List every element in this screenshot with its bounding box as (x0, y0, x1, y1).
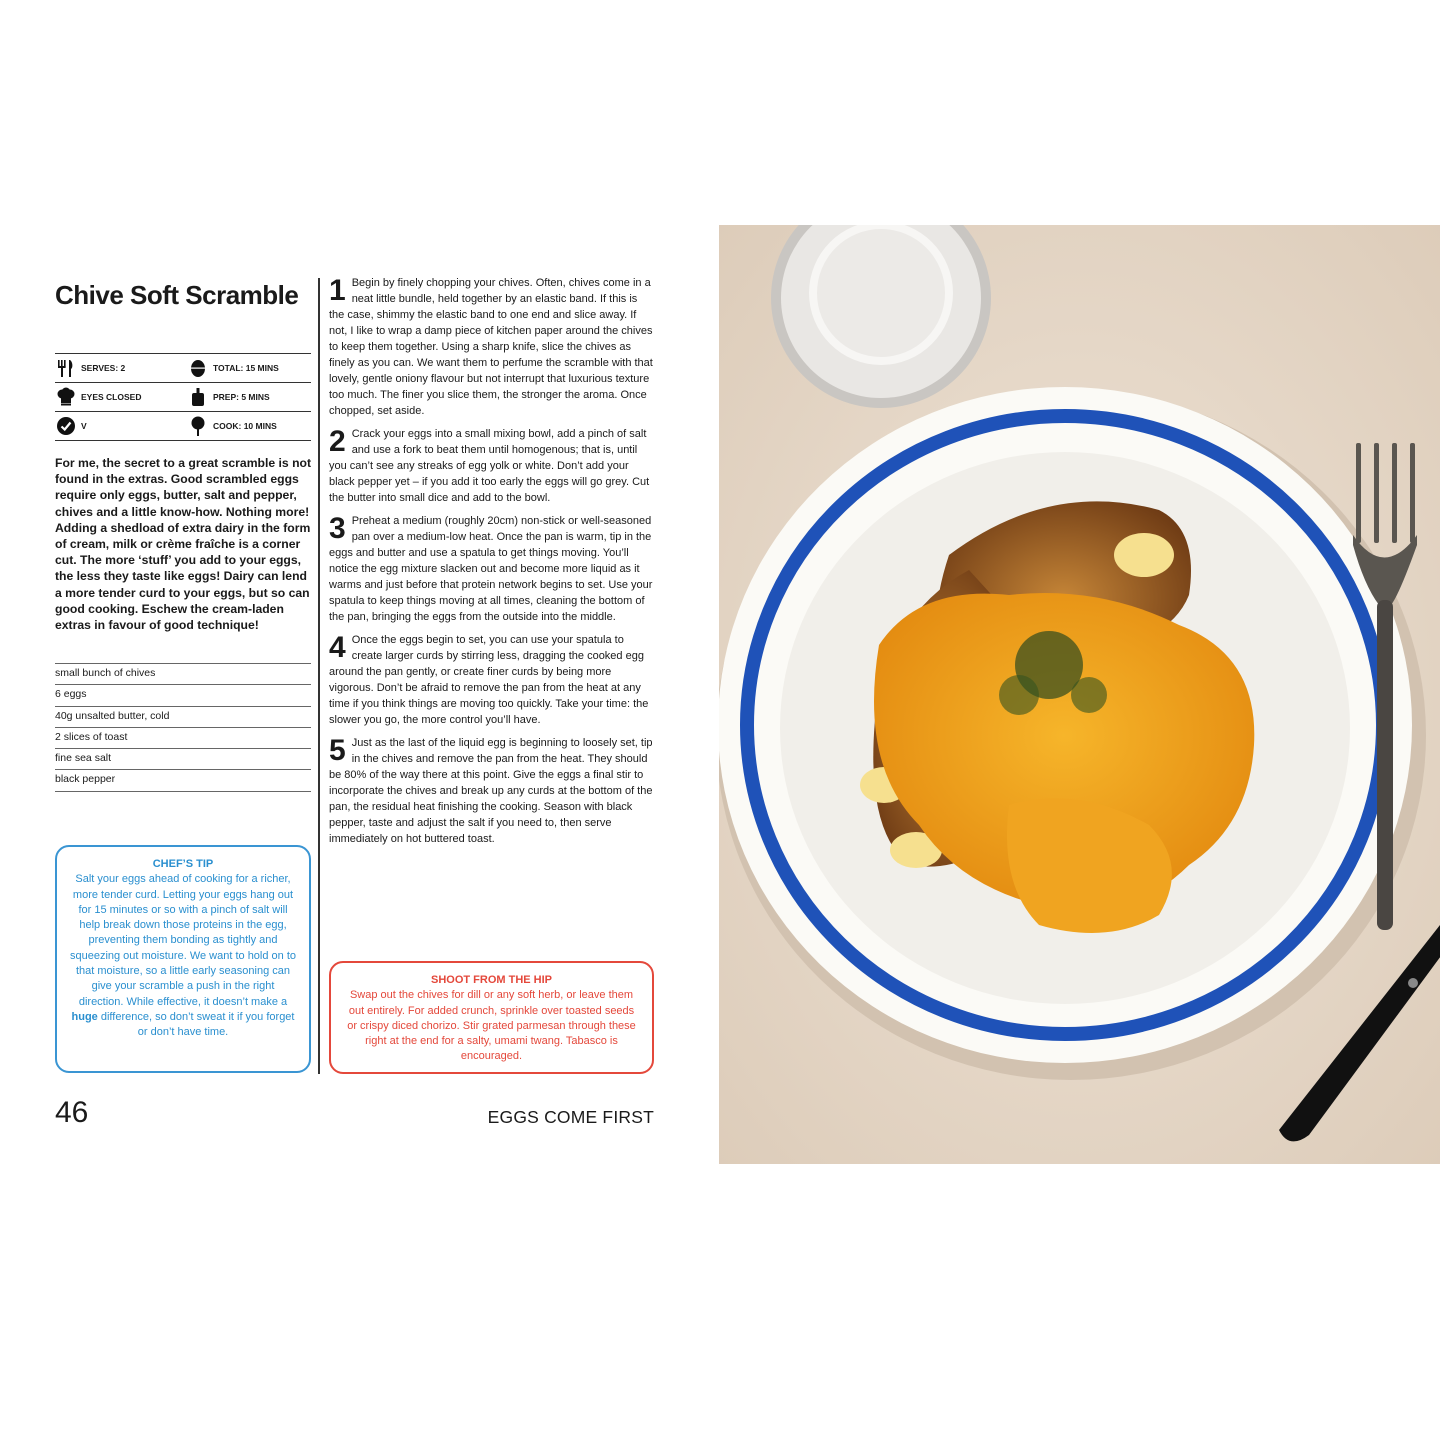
ingredient-item: small bunch of chives (55, 663, 311, 684)
meta-diet (55, 412, 179, 440)
chapter-title: EGGS COME FIRST (487, 1107, 654, 1127)
meta-row (55, 353, 311, 382)
egg-timer-icon (187, 357, 209, 379)
ingredient-item: black pepper (55, 769, 311, 791)
shoot-from-the-hip-box (329, 961, 654, 1074)
step-text: Just as the last of the liquid egg is beginning to loosely set, tip in the chives and remove the pan from the heat. They should be 80% of the way there at this point. Give the eggs a final stir to incorporate the chives and break up any curds at the bottom of the pan, the residual heat finishing the cooking. Season with black pepper, taste and adjust the salt if you need to, then serve immediately on hot buttered toast. (329, 737, 653, 845)
step-number: 1 (329, 274, 346, 307)
chefs-tip-box (55, 845, 311, 1073)
method-step (329, 632, 654, 728)
page-number: 46 (55, 1096, 89, 1129)
meta-label: EYES CLOSED (81, 392, 142, 402)
meta-label: TOTAL: 15 MINS (213, 363, 279, 373)
column-divider (318, 278, 320, 1074)
ingredient-item: fine sea salt (55, 748, 311, 769)
ingredient-list (55, 663, 311, 792)
chopping-board-icon (187, 386, 209, 408)
chef-hat-icon (55, 386, 77, 408)
meta-row (55, 382, 311, 411)
step-number: 4 (329, 631, 346, 664)
recipe-title: Chive Soft Scramble (55, 280, 299, 310)
ingredient-item: 40g unsalted butter, cold (55, 706, 311, 727)
method-step (329, 513, 654, 625)
shoot-tip-title: SHOOT FROM THE HIP (431, 974, 552, 986)
meta-label: PREP: 5 MINS (213, 392, 270, 402)
chefs-tip-text-end: difference, so don’t sweat it if you forget or don’t have time. (97, 1010, 295, 1039)
meta-total (187, 354, 311, 382)
shoot-tip-text: Swap out the chives for dill or any soft herb, or leave them out entirely. For added crunch, sprinkle over toasted seeds or crispy diced chorizo. Stir grated parmesan through these right at the end for a salty, umami twang. Tabasco is encouraged. (347, 989, 636, 1063)
left-page (0, 0, 719, 1440)
method-steps (329, 275, 654, 854)
step-number: 2 (329, 425, 346, 458)
step-text: Once the eggs begin to set, you can use your spatula to create larger curds by stirring less, dragging the cooked egg around the pan gently, or create finer curds by being more vigorous. Don’t be afraid to remove the pan from the heat at any time if you think things are moving too quickly. Take your time: the slower you go, the more control you’ll have. (329, 634, 649, 726)
step-number: 5 (329, 734, 346, 767)
check-circle-icon (55, 415, 77, 437)
meta-row (55, 411, 311, 441)
method-step (329, 426, 654, 506)
step-text: Begin by finely chopping your chives. Often, chives come in a neat little bundle, held together by an elastic band. If this is the case, shimmy the elastic band to one end and slice away. If not, I like to wrap a damp piece of kitchen paper around the chives to keep them together. Using a sharp knife, slice the chives as finely as you can. We want them to perfume the scramble with that lovely, gentle oniony flavour but not interrupt that luxurious texture too much. The finer you slice them, the stronger the aroma. Once chopped, set aside. (329, 277, 653, 417)
step-number: 3 (329, 512, 346, 545)
pan-icon (187, 415, 209, 437)
chefs-tip-title: CHEF’S TIP (152, 858, 214, 870)
step-text: Crack your eggs into a small mixing bowl, add a pinch of salt and use a fork to beat them until homogenous; that is, until you can’t see any streaks of egg yolk or white. Don’t add your black pepper yet – if you add it too early the eggs will go grey. Cut the butter into small dice and add to the bowl. (329, 428, 650, 504)
step-text: Preheat a medium (roughly 20cm) non-stick or well-seasoned pan over a medium-low heat. Once the pan is warm, tip in the eggs and butter and use a spatula to get things moving. You’ll notice the egg mixture slacken out and become more liquid as it warms and just before that protein network begins to set. Use your spatula to keep things moving at all times, cleaning the bottom of the pan, bringing the eggs from the outside into the middle. (329, 515, 653, 623)
cutlery-icon (55, 357, 77, 379)
meta-label: V (81, 421, 87, 431)
method-step (329, 735, 654, 847)
recipe-meta-table (55, 353, 311, 441)
recipe-intro: For me, the secret to a great scramble is not found in the extras. Good scrambled eggs require only eggs, butter, salt and pepper, chives and a little know-how. Nothing more! Adding a shedload of extra dairy in the form of cream, milk or crème fraîche is a corner cut. The more ‘stuff’ you add to your eggs, the less they taste like eggs! Dairy can lend a more tender curd to your eggs, but so can good cooking. Eschew the cream-laden extras in favour of good technique! (55, 456, 312, 633)
ingredient-item: 6 eggs (55, 684, 311, 705)
meta-prep (187, 383, 311, 411)
ingredient-item: 2 slices of toast (55, 727, 311, 748)
chefs-tip-text: Salt your eggs ahead of cooking for a richer, more tender curd. Letting your eggs hang out for 15 minutes or so with a pinch of salt will help break down those proteins in the egg, preventing them bonding as tightly and squeezing out moisture. We want to hold on to that moisture, so a little early seasoning can give your scramble a push in the right direction. While effective, it doesn’t make a (69, 873, 297, 1008)
dish-photo (719, 225, 1440, 1164)
meta-difficulty (55, 383, 179, 411)
meta-label: SERVES: 2 (81, 363, 126, 373)
method-step (329, 275, 654, 419)
chefs-tip-emphasis: huge (71, 1010, 98, 1023)
meta-serves (55, 354, 179, 382)
meta-cook (187, 412, 311, 440)
meta-label: COOK: 10 MINS (213, 421, 277, 431)
